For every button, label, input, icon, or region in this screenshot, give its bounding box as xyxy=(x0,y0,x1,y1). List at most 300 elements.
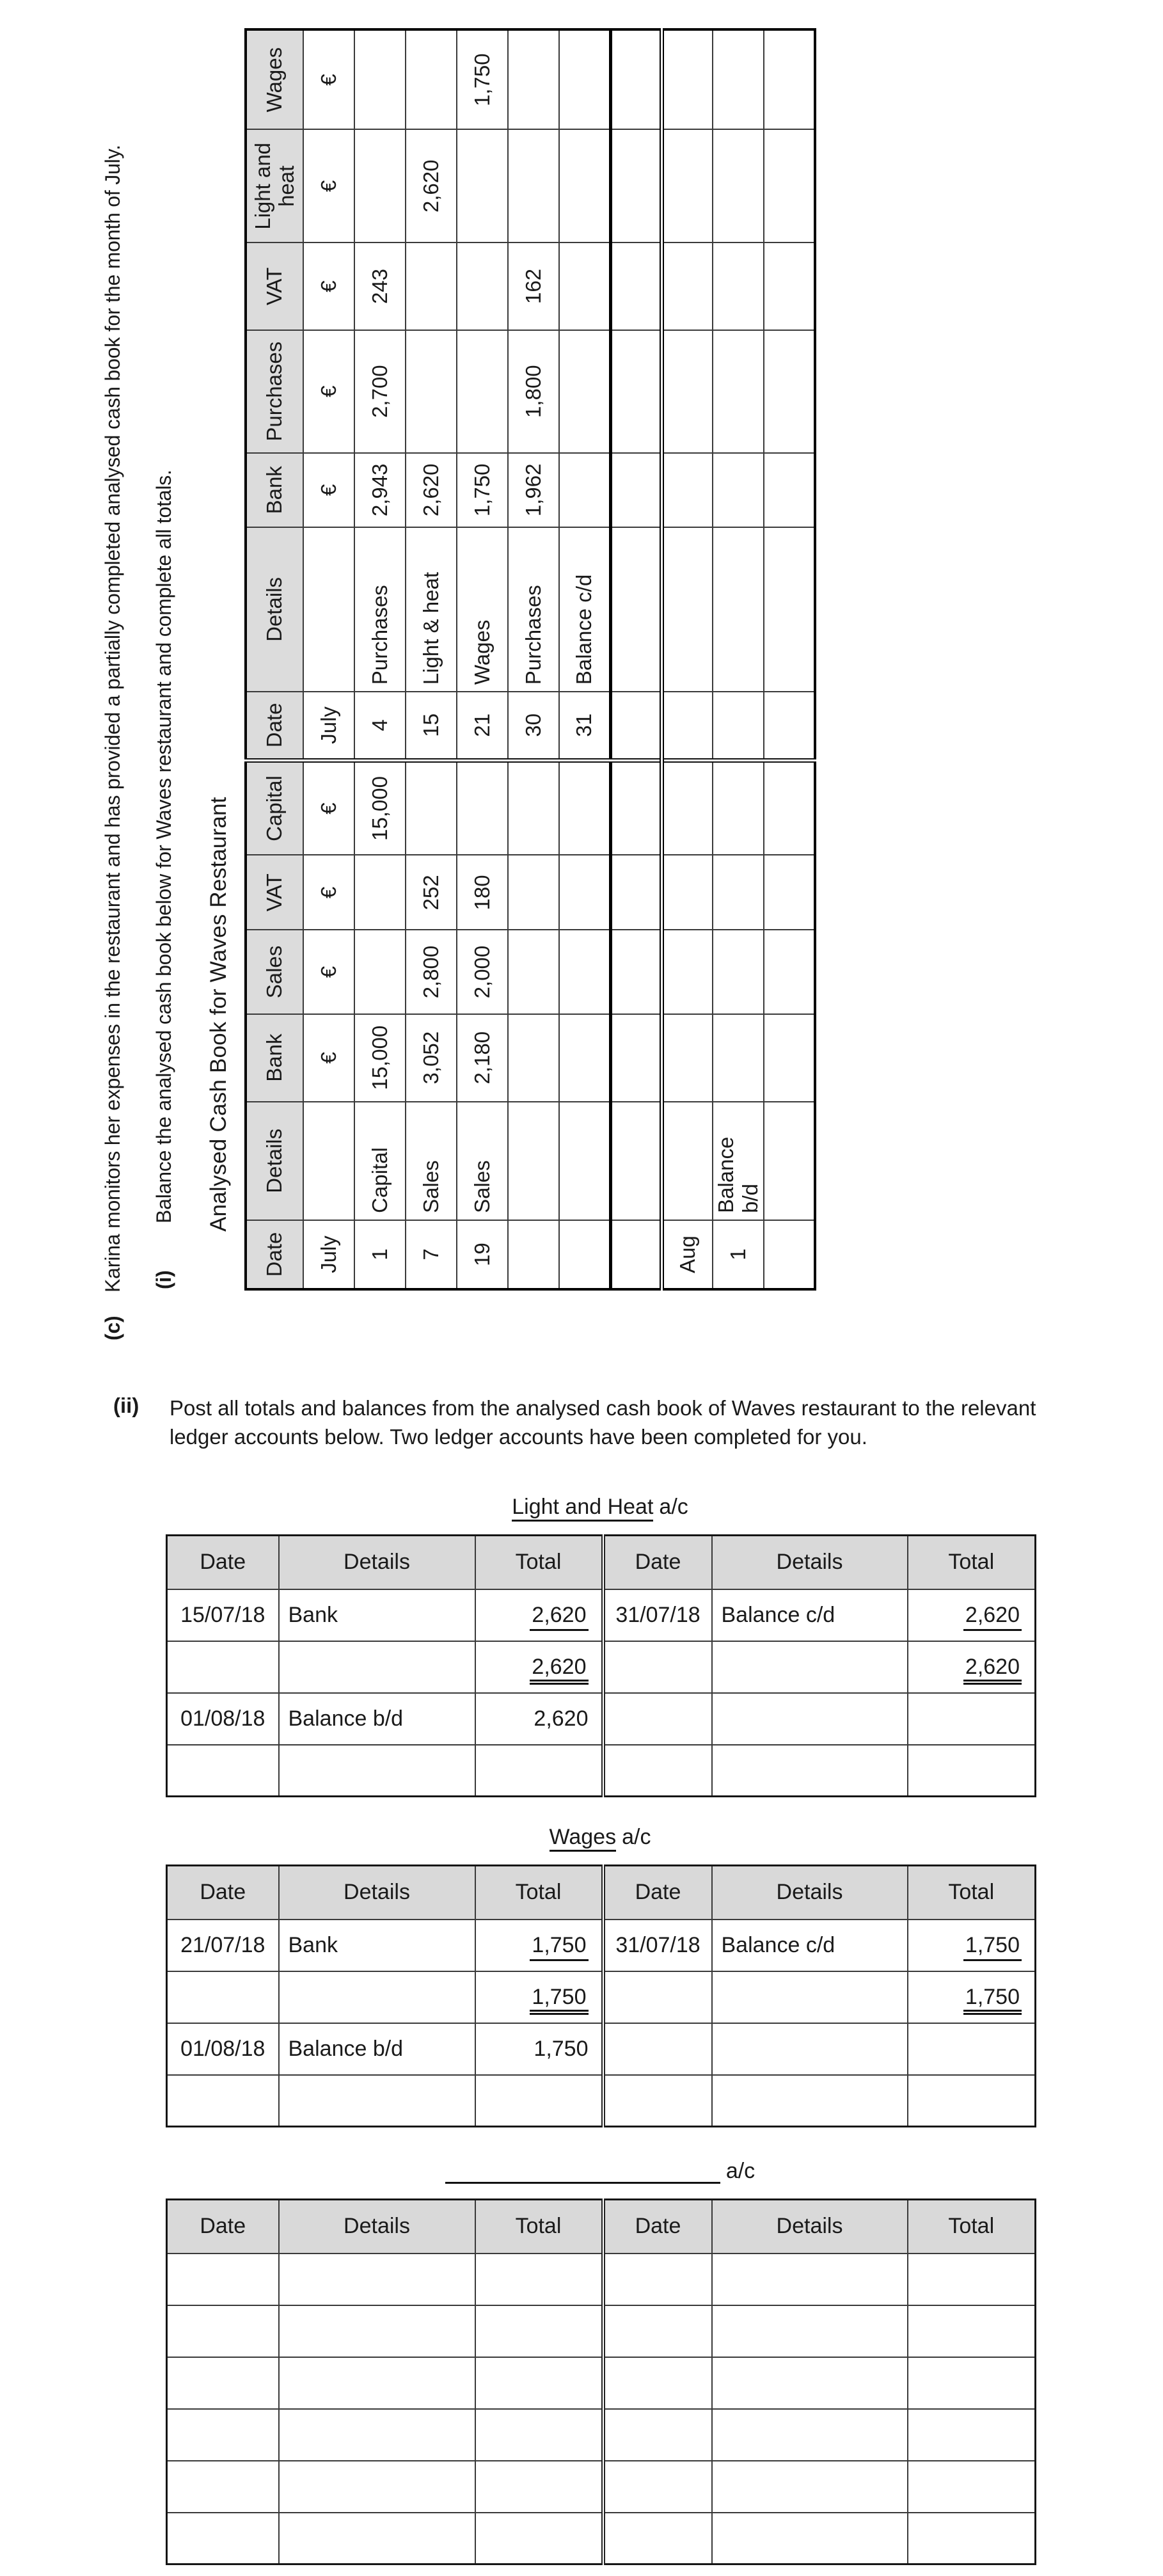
cash-book-cell: July xyxy=(303,1220,354,1289)
ledger-title xyxy=(166,2159,1034,2192)
double-underlined-total: 1,750 xyxy=(963,1985,1022,2015)
cash-book-cell xyxy=(661,1102,713,1220)
cash-book-cell xyxy=(559,330,610,453)
ledger-cell xyxy=(603,2305,712,2357)
underlined-amount: 2,620 xyxy=(963,1603,1022,1631)
ledger-cell xyxy=(167,2409,279,2461)
ledger-cell xyxy=(475,1920,603,1971)
ledger-cell xyxy=(908,2023,1036,2075)
ledger-cell xyxy=(712,2357,908,2409)
ledger-cell: 31/07/18 xyxy=(603,1920,712,1971)
ledger-cell xyxy=(279,1745,475,1797)
ledger-cell xyxy=(908,2513,1036,2564)
ledger-cell xyxy=(279,2075,475,2127)
cash-book-cell xyxy=(764,760,815,855)
cash-book-cell xyxy=(764,1102,815,1220)
ledger-cell xyxy=(712,1641,908,1693)
cash-book-cell xyxy=(661,242,713,330)
column-header: Date xyxy=(246,692,303,760)
cash-book-cell: 31 xyxy=(559,692,610,760)
table-row xyxy=(167,2023,1036,2075)
ledger-cell xyxy=(475,2461,603,2513)
ledger-cell xyxy=(603,1745,712,1797)
ledger-cell xyxy=(167,2075,279,2127)
table-row xyxy=(167,1971,1036,2023)
ledger-title-suffix: a/c xyxy=(725,2159,756,2183)
cash-book-cell: Purchases xyxy=(354,527,406,692)
table-row xyxy=(354,29,406,1289)
cash-book-cell xyxy=(508,1014,559,1102)
column-header: Purchases xyxy=(246,330,303,453)
ledger-cell xyxy=(475,2409,603,2461)
column-header: Date xyxy=(246,1220,303,1289)
cash-book-cell xyxy=(559,129,610,242)
cash-book-cell: July xyxy=(303,692,354,760)
cash-book-cell xyxy=(713,1014,764,1102)
ledger-cell xyxy=(908,2305,1036,2357)
ledger-cell xyxy=(279,2254,475,2305)
cash-book-cell: 2,620 xyxy=(406,129,457,242)
ledger-header-row xyxy=(167,2200,1036,2254)
double-underlined-total: 1,750 xyxy=(530,1985,588,2015)
ledger-cell xyxy=(712,2409,908,2461)
cash-book-cell xyxy=(764,129,815,242)
cash-book-cell xyxy=(713,29,764,129)
ledger-cell: 31/07/18 xyxy=(603,1589,712,1641)
cash-book-cell xyxy=(457,242,508,330)
ledger-cell xyxy=(603,1641,712,1693)
cash-book-title: Analysed Cash Book for Waves Restaurant xyxy=(206,797,231,1232)
column-header: Total xyxy=(908,1536,1036,1589)
cash-book-cell xyxy=(406,760,457,855)
column-header: Total xyxy=(475,1536,603,1589)
cash-book-cell: 2,620 xyxy=(406,453,457,527)
cash-book-cell xyxy=(661,930,713,1014)
cash-book-cell: Light & heat xyxy=(406,527,457,692)
part-i-text: Balance the analysed cash book below for Waves restaurant and complete all totals. xyxy=(152,470,175,1223)
cash-book-cell: 3,052 xyxy=(406,1014,457,1102)
ledger-table xyxy=(166,1534,1036,1797)
rotated-landscape-section xyxy=(96,24,819,1342)
cash-book-cell: 1 xyxy=(354,1220,406,1289)
table-row xyxy=(167,2075,1036,2127)
cash-book-cell: 1,962 xyxy=(508,453,559,527)
cash-book-cell: 1 xyxy=(713,1220,764,1289)
cash-book-cell xyxy=(559,242,610,330)
ledger-cell xyxy=(603,2023,712,2075)
cash-book-cell xyxy=(764,855,815,930)
ledger-cell: 15/07/18 xyxy=(167,1589,279,1641)
cash-book-cell xyxy=(559,760,610,855)
part-c-line xyxy=(101,145,125,1340)
ledger-cell: Balance c/d xyxy=(712,1589,908,1641)
part-i-line xyxy=(152,470,176,1289)
ledger-cell xyxy=(603,2075,712,2127)
ledger-cell xyxy=(603,2254,712,2305)
cash-book-cell: 30 xyxy=(508,692,559,760)
cash-book-cell xyxy=(661,692,713,760)
cash-book-cell xyxy=(764,453,815,527)
ledger-cell xyxy=(712,2254,908,2305)
table-row xyxy=(167,1641,1036,1693)
column-header: Date xyxy=(167,1536,279,1589)
column-header: Capital xyxy=(246,760,303,855)
cash-book-cell: € xyxy=(303,242,354,330)
cash-book-cell xyxy=(764,242,815,330)
ledger-cell xyxy=(475,2305,603,2357)
column-header: Bank xyxy=(246,1014,303,1102)
cash-book-cell: 21 xyxy=(457,692,508,760)
cash-book-cell xyxy=(508,1220,559,1289)
ledger-cell: Balance b/d xyxy=(279,2023,475,2075)
ledger-cell xyxy=(908,1920,1036,1971)
ledger-cell: Bank xyxy=(279,1589,475,1641)
cash-book-cell xyxy=(559,930,610,1014)
ledger-light-and-heat xyxy=(166,1495,1034,1797)
ledger-cell xyxy=(279,2357,475,2409)
ledger-header-row xyxy=(167,1536,1036,1589)
cash-book-cell xyxy=(508,855,559,930)
cash-book-cell xyxy=(610,527,661,692)
column-header: Date xyxy=(603,1536,712,1589)
ledger-cell xyxy=(167,1641,279,1693)
cash-book-cell xyxy=(661,760,713,855)
cash-book-cell: 2,000 xyxy=(457,930,508,1014)
ledger-cell: Bank xyxy=(279,1920,475,1971)
column-header: Bank xyxy=(246,453,303,527)
ledger-title xyxy=(166,1495,1034,1528)
ledger-cell xyxy=(475,2357,603,2409)
ledger-blank xyxy=(166,2159,1034,2565)
ledger-cell xyxy=(475,1589,603,1641)
ledger-cell xyxy=(908,2254,1036,2305)
cash-book-cell xyxy=(713,242,764,330)
double-underlined-total: 2,620 xyxy=(963,1655,1022,1685)
ledger-cell xyxy=(475,2254,603,2305)
table-row xyxy=(167,2254,1036,2305)
cash-book-cell: 1,750 xyxy=(457,29,508,129)
cash-book-cell xyxy=(713,129,764,242)
cash-book-cell: € xyxy=(303,855,354,930)
column-header: Total xyxy=(475,1866,603,1920)
ledger-title-name: Light and Heat xyxy=(512,1495,653,1522)
ledger-cell: Balance c/d xyxy=(712,1920,908,1971)
ledger-table xyxy=(166,2198,1036,2565)
column-header: Date xyxy=(603,2200,712,2254)
cash-book-cell xyxy=(610,29,661,129)
part-c-text: Karina monitors her expenses in the restaurant and has provided a partially completed analysed cash book for the month of July. xyxy=(101,145,124,1292)
cash-book-cell: 252 xyxy=(406,855,457,930)
cash-book-cell: 1,800 xyxy=(508,330,559,453)
cash-book-cell xyxy=(764,330,815,453)
table-row xyxy=(508,29,559,1289)
cash-book-cell: € xyxy=(303,930,354,1014)
ledger-cell xyxy=(475,1971,603,2023)
cash-book-cell xyxy=(661,330,713,453)
ledger-cell xyxy=(908,2357,1036,2409)
ledger-cell xyxy=(603,2461,712,2513)
ledger-cell xyxy=(603,2409,712,2461)
cash-book-cell xyxy=(610,242,661,330)
cash-book-cell xyxy=(713,330,764,453)
ledger-cell: 01/08/18 xyxy=(167,1693,279,1745)
table-row xyxy=(167,1693,1036,1745)
table-row xyxy=(167,2305,1036,2357)
cash-book-cell xyxy=(713,453,764,527)
cash-book-cell xyxy=(661,29,713,129)
double-underlined-total: 2,620 xyxy=(530,1655,588,1685)
ledger-cell xyxy=(603,1693,712,1745)
cash-book-cell: 15,000 xyxy=(354,760,406,855)
ledger-table xyxy=(166,1864,1036,2127)
cash-book-cell xyxy=(559,1220,610,1289)
cash-book-cell: 2,700 xyxy=(354,330,406,453)
cash-book-cell xyxy=(764,692,815,760)
cash-book-cell xyxy=(610,930,661,1014)
cash-book-cell xyxy=(661,1014,713,1102)
column-header: Light and heat xyxy=(246,129,303,242)
cash-book-cell xyxy=(508,29,559,129)
ledger-cell xyxy=(908,2409,1036,2461)
column-header: Details xyxy=(246,1102,303,1220)
cash-book-cell xyxy=(713,760,764,855)
table-row xyxy=(167,1920,1036,1971)
table-row xyxy=(559,29,610,1289)
cash-book-cell xyxy=(764,29,815,129)
cash-book-cell: Purchases xyxy=(508,527,559,692)
ledger-title-name: Wages xyxy=(550,1825,617,1852)
cash-book-cell: € xyxy=(303,1014,354,1102)
cash-book-cell xyxy=(661,527,713,692)
ledger-cell xyxy=(167,1745,279,1797)
ledger-cell: 01/08/18 xyxy=(167,2023,279,2075)
column-header: Total xyxy=(908,2200,1036,2254)
ledger-cell xyxy=(475,2075,603,2127)
cash-book-cell: 19 xyxy=(457,1220,508,1289)
ledger-title xyxy=(166,1825,1034,1858)
column-header: Total xyxy=(475,2200,603,2254)
cash-book-cell: € xyxy=(303,330,354,453)
ledger-cell xyxy=(712,2023,908,2075)
column-header: Details xyxy=(712,1866,908,1920)
cash-book-cell xyxy=(713,855,764,930)
table-row xyxy=(713,29,764,1289)
cash-book-cell xyxy=(661,129,713,242)
cash-book-cell: Sales xyxy=(406,1102,457,1220)
part-ii-text-line1: Post all totals and balances from the analysed cash book of Waves restaurant to the relevant xyxy=(170,1396,1036,1420)
column-header: VAT xyxy=(246,242,303,330)
ledger-title-suffix: a/c xyxy=(622,1825,651,1849)
column-header: Details xyxy=(712,2200,908,2254)
column-header: Wages xyxy=(246,29,303,129)
cash-book-cell xyxy=(559,1014,610,1102)
cash-book-cell xyxy=(764,1014,815,1102)
cash-book-cell: 2,180 xyxy=(457,1014,508,1102)
ledger-cell xyxy=(167,1971,279,2023)
ledger-cell xyxy=(279,2305,475,2357)
cash-book-cell: Capital xyxy=(354,1102,406,1220)
column-header: Details xyxy=(279,1536,475,1589)
cash-book-cell xyxy=(713,692,764,760)
cash-book-cell xyxy=(508,129,559,242)
ledger-title-suffix: a/c xyxy=(659,1495,688,1519)
cash-book-cell xyxy=(661,453,713,527)
ledger-cell xyxy=(712,2513,908,2564)
ledger-cell xyxy=(908,1693,1036,1745)
table-row xyxy=(167,1745,1036,1797)
ledger-cell xyxy=(475,1745,603,1797)
ledger-cell xyxy=(279,1971,475,2023)
cash-book-cell: € xyxy=(303,760,354,855)
cash-book-cell xyxy=(508,930,559,1014)
ledger-cell xyxy=(908,1971,1036,2023)
column-header: Details xyxy=(279,1866,475,1920)
table-row xyxy=(167,2409,1036,2461)
cash-book-cell: 7 xyxy=(406,1220,457,1289)
ledger-cell xyxy=(167,2461,279,2513)
cash-book-cell xyxy=(406,29,457,129)
cash-book-cell: Aug xyxy=(661,1220,713,1289)
cash-book-cell xyxy=(661,855,713,930)
table-row xyxy=(406,29,457,1289)
table-row xyxy=(167,2461,1036,2513)
ledger-header-row xyxy=(167,1866,1036,1920)
column-header: Sales xyxy=(246,930,303,1014)
ledger-cell xyxy=(603,2513,712,2564)
column-header: Date xyxy=(167,1866,279,1920)
ledger-cell xyxy=(712,1693,908,1745)
cash-book-cell: 2,943 xyxy=(354,453,406,527)
part-ii-label: (ii) xyxy=(113,1394,139,1417)
table-row xyxy=(457,29,508,1289)
cash-book-cell xyxy=(559,453,610,527)
cash-book-cell xyxy=(508,760,559,855)
underlined-amount: 1,750 xyxy=(530,1933,588,1961)
part-i-label: (i) xyxy=(152,1270,175,1289)
ledger-cell xyxy=(908,2461,1036,2513)
cash-book-cell: 1,750 xyxy=(457,453,508,527)
cash-book-cell xyxy=(303,527,354,692)
table-row xyxy=(303,29,354,1289)
cash-book-cell xyxy=(764,1220,815,1289)
ledger-cell xyxy=(279,2461,475,2513)
cash-book-cell xyxy=(610,855,661,930)
ledger-cell xyxy=(712,2075,908,2127)
ledger-cell xyxy=(603,2357,712,2409)
ledger-cell xyxy=(908,1589,1036,1641)
ledger-cell xyxy=(908,1745,1036,1797)
cash-book-cell xyxy=(303,1102,354,1220)
part-c-label: (c) xyxy=(101,1316,124,1340)
cash-book-cell xyxy=(610,1102,661,1220)
ledger-cell xyxy=(475,2513,603,2564)
cash-book-cell xyxy=(354,129,406,242)
cash-book-cell xyxy=(610,692,661,760)
ledger-wages xyxy=(166,1825,1034,2127)
table-row xyxy=(661,29,713,1289)
analysed-cash-book-table xyxy=(244,28,816,1291)
cash-book-cell: Balance c/d xyxy=(559,527,610,692)
cash-book-cell xyxy=(764,930,815,1014)
cash-book-cell xyxy=(457,129,508,242)
cash-book-cell: 162 xyxy=(508,242,559,330)
cash-book-cell xyxy=(457,760,508,855)
column-header: Total xyxy=(908,1866,1036,1920)
part-ii-text xyxy=(170,1394,1078,1451)
cash-book-cell xyxy=(559,29,610,129)
cash-book-cell: € xyxy=(303,29,354,129)
cash-book-cell xyxy=(610,1014,661,1102)
cash-book-cell: 2,800 xyxy=(406,930,457,1014)
ledger-cell xyxy=(908,1641,1036,1693)
ledger-cell xyxy=(712,1971,908,2023)
ledger-cell xyxy=(279,2513,475,2564)
cash-book-cell xyxy=(559,855,610,930)
ledger-cell: 1,750 xyxy=(475,2023,603,2075)
cash-book-cell xyxy=(559,1102,610,1220)
ledger-cell: 21/07/18 xyxy=(167,1920,279,1971)
ledger-title-blank-line xyxy=(445,2162,720,2184)
cash-book-cell xyxy=(406,330,457,453)
underlined-amount: 1,750 xyxy=(963,1933,1022,1961)
underlined-amount: 2,620 xyxy=(530,1603,588,1631)
ledger-cell xyxy=(167,2254,279,2305)
ledger-cell: 2,620 xyxy=(475,1693,603,1745)
cash-book-cell: € xyxy=(303,453,354,527)
cash-book-cell xyxy=(610,129,661,242)
cash-book-cell: Sales xyxy=(457,1102,508,1220)
ledger-cell xyxy=(167,2357,279,2409)
cash-book-header-row xyxy=(246,29,303,1289)
cash-book-cell xyxy=(610,760,661,855)
column-header: Details xyxy=(246,527,303,692)
ledger-cell: Balance b/d xyxy=(279,1693,475,1745)
cash-book-cell xyxy=(354,29,406,129)
ledger-cell xyxy=(279,1641,475,1693)
ledger-cell xyxy=(712,1745,908,1797)
column-header: Date xyxy=(603,1866,712,1920)
ledger-cell xyxy=(712,2305,908,2357)
cash-book-cell xyxy=(354,930,406,1014)
cash-book-cell xyxy=(610,1220,661,1289)
cash-book-cell xyxy=(354,855,406,930)
cash-book-cell xyxy=(764,527,815,692)
cash-book-cell: Wages xyxy=(457,527,508,692)
cash-book-cell xyxy=(406,242,457,330)
cash-book-cell: 4 xyxy=(354,692,406,760)
column-header: Details xyxy=(712,1536,908,1589)
cash-book-cell: 15,000 xyxy=(354,1014,406,1102)
cash-book-cell xyxy=(457,330,508,453)
ledger-cell xyxy=(908,2075,1036,2127)
cash-book-cell xyxy=(713,930,764,1014)
table-row xyxy=(167,2357,1036,2409)
cash-book-cell: € xyxy=(303,129,354,242)
ledger-cell xyxy=(167,2305,279,2357)
ledger-cell xyxy=(279,2409,475,2461)
cash-book-cell: Balance b/d xyxy=(713,1102,764,1220)
table-row xyxy=(167,1589,1036,1641)
column-header: Date xyxy=(167,2200,279,2254)
cash-book-cell: 243 xyxy=(354,242,406,330)
ledger-cell xyxy=(167,2513,279,2564)
cash-book-cell xyxy=(610,330,661,453)
cash-book-cell xyxy=(610,453,661,527)
cash-book-cell: 180 xyxy=(457,855,508,930)
table-row xyxy=(764,29,815,1289)
ledger-cell xyxy=(712,2461,908,2513)
ledger-cell xyxy=(603,1971,712,2023)
